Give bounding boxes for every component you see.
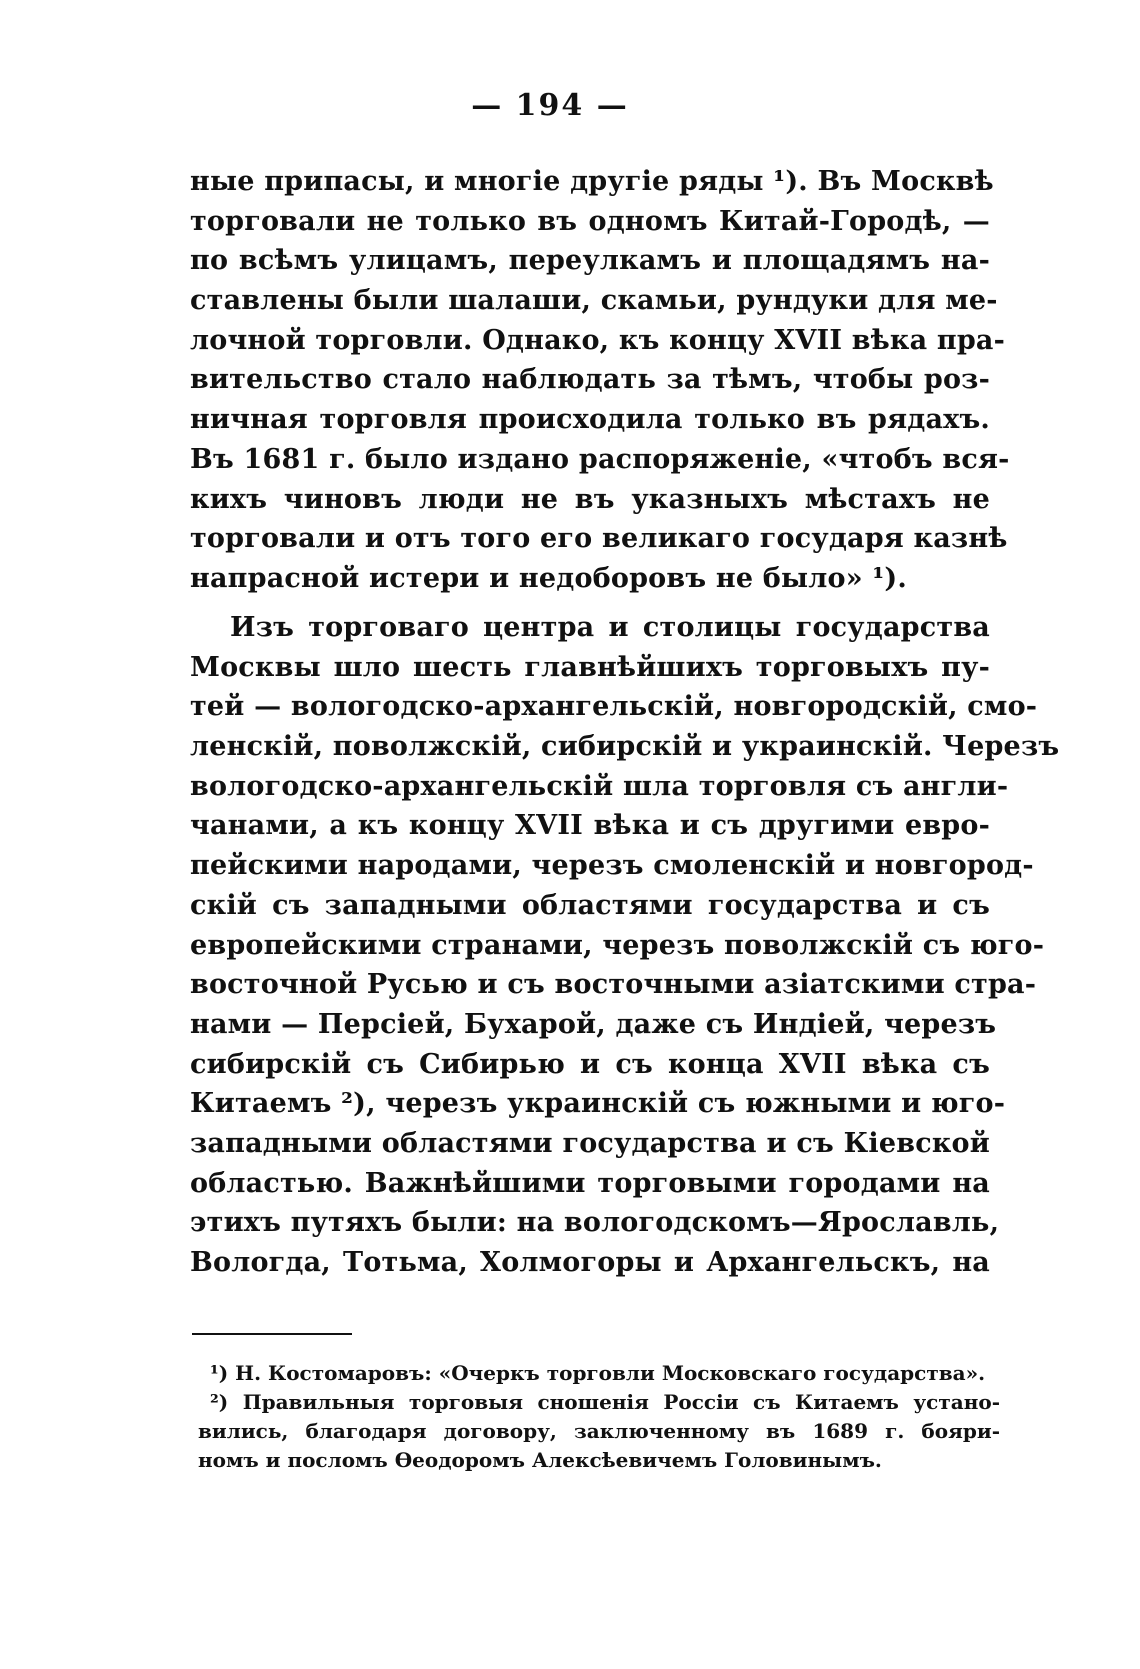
text-line: скій съ западными областями государства и съ <box>190 889 990 921</box>
text-line: европейскими странами, черезъ поволжскій съ юго- <box>190 929 1045 961</box>
text-line: ставлены были шалаши, скамьи, рундуки для ме- <box>190 285 998 317</box>
footnote-separator <box>192 1333 352 1335</box>
text-line: вологодско-архангельскій шла торговля съ англи- <box>190 770 1009 802</box>
text-line: по всѣмъ улицамъ, переулкамъ и площадямъ на- <box>190 245 990 277</box>
text-line: западными областями государства и съ Кіевской <box>190 1127 990 1159</box>
footnote-2-line: вились, благодаря договору, заключенному въ 1689 г. бояри- <box>198 1419 1000 1443</box>
text-line: Въ 1681 г. было издано распоряженіе, «чтобъ вся- <box>190 443 1010 475</box>
footnote-2-line: ²) Правильныя торговыя сношенія Россіи съ Китаемъ устано- <box>210 1390 1000 1414</box>
paragraph-2 <box>190 608 1060 1283</box>
text-line: чанами, а къ концу XVII вѣка и съ другими евро- <box>190 810 990 842</box>
text-line: ленскій, поволжскій, сибирскій и украинскій. Черезъ <box>190 731 1060 763</box>
text-line: этихъ путяхъ были: на вологодскомъ—Ярославль, <box>190 1207 1000 1239</box>
text-line: торговали и отъ того его великаго государя казнѣ <box>190 523 1008 555</box>
page-number: — 194 — <box>471 88 629 123</box>
text-line: Изъ торговаго центра и столицы государства <box>230 612 990 643</box>
text-line: пейскими народами, черезъ смоленскій и новгород- <box>190 850 1034 882</box>
footnote-1: ¹) Н. Костомаровъ: «Очеркъ торговли Московскаго государства». <box>210 1361 986 1385</box>
text-line: нами — Персіей, Бухарой, даже съ Индіей, черезъ <box>190 1008 997 1040</box>
text-line: Москвы шло шесть главнѣйшихъ торговыхъ пу- <box>190 651 990 683</box>
text-line: сибирскій съ Сибирью и съ конца XVII вѣка съ <box>190 1048 990 1080</box>
text-line: вительство стало наблюдать за тѣмъ, чтобы роз- <box>190 364 990 396</box>
text-line: напрасной истери и недоборовъ не было» ¹). <box>190 562 907 594</box>
paragraph-1 <box>190 162 1010 599</box>
text-line: лочной торговли. Однако, къ концу XVII вѣка пра- <box>190 324 1006 356</box>
text-line: торговали не только въ одномъ Китай-Городѣ, — <box>190 205 990 237</box>
text-line: Китаемъ ²), черезъ украинскій съ южными и юго- <box>190 1088 1006 1120</box>
text-line: тей — вологодско-архангельскій, новгородскій, смо- <box>190 691 1038 723</box>
text-line: кихъ чиновъ люди не въ указныхъ мѣстахъ не <box>190 483 990 515</box>
text-line: ные припасы, и многіе другіе ряды ¹). Въ Москвѣ <box>190 166 994 197</box>
text-line: ничная торговля происходила только въ рядахъ. <box>190 404 990 436</box>
footnote-2-line: номъ и посломъ Ѳеодоромъ Алексѣевичемъ Головинымъ. <box>198 1448 882 1472</box>
text-line: восточной Русью и съ восточными азіатскими стра- <box>190 969 1037 1001</box>
text-line: областью. Важнѣйшими торговыми городами на <box>190 1167 990 1199</box>
text-line: Вологда, Тотьма, Холмогоры и Архангельскъ, на <box>190 1247 990 1278</box>
footnotes <box>198 1359 1000 1475</box>
